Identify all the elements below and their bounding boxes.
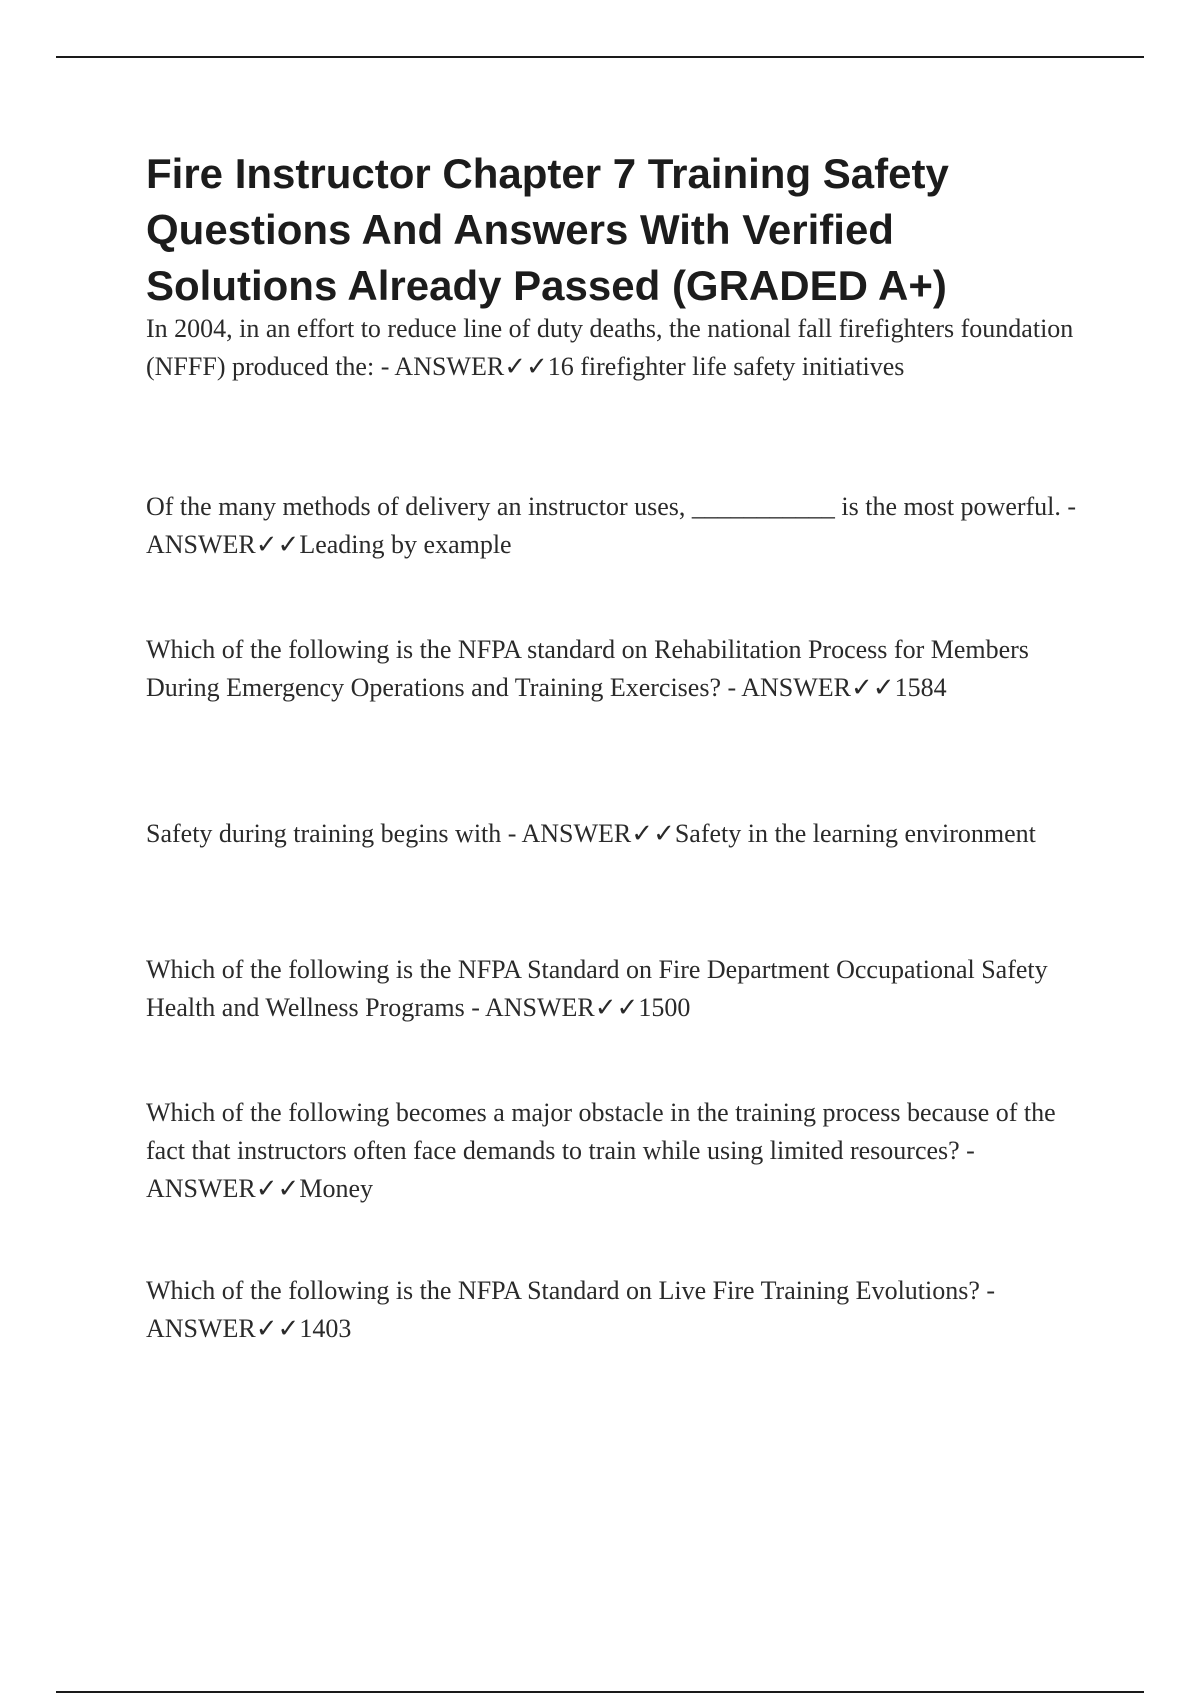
top-divider xyxy=(56,56,1144,58)
qa-item: Which of the following is the NFPA Standard on Fire Department Occupational Safety Health and Wellness Programs - ANSWER✓✓1500 xyxy=(146,955,1048,1022)
qa-item: Safety during training begins with - ANSWER✓✓Safety in the learning environment xyxy=(146,819,1036,848)
qa-item: Which of the following is the NFPA Standard on Live Fire Training Evolutions? - ANSWER✓✓1403 xyxy=(146,1276,996,1343)
qa-item: Which of the following becomes a major obstacle in the training process because of the fact that instructors often face demands to train while using limited resources? - ANSWER✓✓Money xyxy=(146,1098,1056,1203)
qa-item: In 2004, in an effort to reduce line of duty deaths, the national fall firefighters foundation (NFFF) produced the: - ANSWER✓✓16 firefighter life safety initiatives xyxy=(146,314,1074,381)
bottom-divider xyxy=(56,1691,1144,1693)
qa-item: Of the many methods of delivery an instructor uses, ___________ is the most powerful. - ANSWER✓✓Leading by example xyxy=(146,492,1077,559)
document-title: Fire Instructor Chapter 7 Training Safety Questions And Answers With Verified Solutions Already Passed (GRADED A+) xyxy=(146,150,949,309)
qa-item: Which of the following is the NFPA standard on Rehabilitation Process for Members During Emergency Operations and Training Exercises? - ANSWER✓✓1584 xyxy=(146,635,1029,702)
